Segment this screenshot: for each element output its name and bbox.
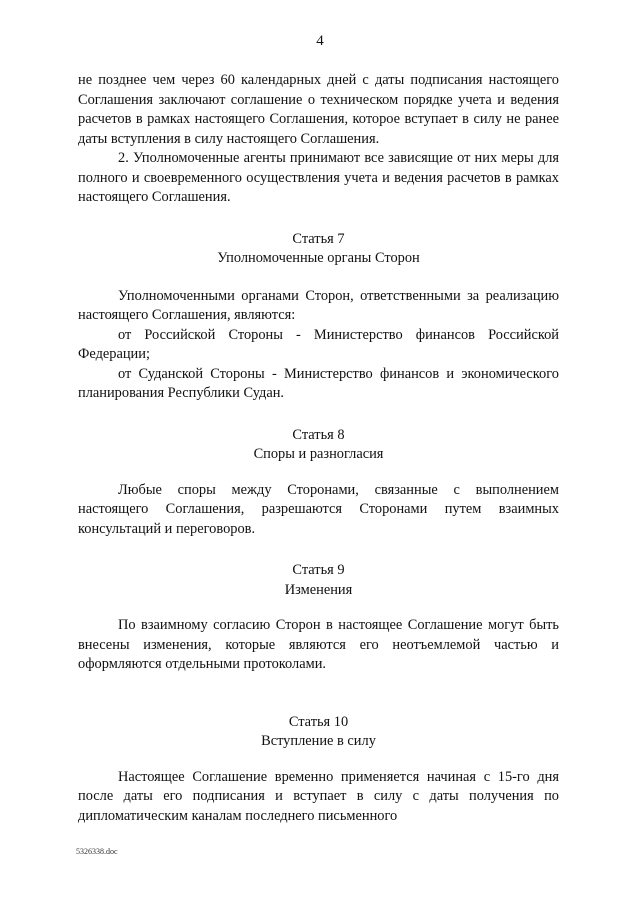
document-body — [78, 71, 559, 826]
intro-paragraph: не позднее чем через 60 календарных дней с даты подписания настоящего Соглашения заключают соглашение о техническом порядке учета и ведения расчетов в рамках настоящего Соглашения, которое вступает в силу не ранее даты вступления в силу настоящего Соглашения. — [78, 72, 559, 147]
article-7-paragraph: от Суданской Стороны - Министерство финансов и экономического планирования Республики Судан. — [78, 365, 559, 401]
article-9-title: Изменения — [284, 581, 353, 598]
article-10-number: Статья 10 — [288, 713, 349, 730]
article-8-title: Споры и разногласия — [253, 446, 384, 462]
article-8 — [78, 426, 559, 540]
article-10 — [78, 713, 559, 827]
article-7-number: Статья 7 — [292, 230, 345, 247]
article-9-number: Статья 9 — [292, 562, 345, 578]
page-number: 4 — [316, 33, 324, 49]
article-9 — [78, 561, 559, 675]
file-identifier: 5326338.doc — [76, 847, 118, 856]
article-10-title: Вступление в силу — [261, 733, 376, 749]
article-7 — [78, 230, 559, 404]
article-10-paragraph: Настоящее Соглашение временно применяется начиная с 15-го дня после даты его подписания и вступает в силу с даты получения по дипломатическим каналам последнего письменного — [78, 768, 559, 824]
point-2-paragraph: 2. Уполномоченные агенты принимают все зависящие от них меры для полного и своевременного осуществления учета и ведения расчетов в рамках настоящего Соглашения. — [78, 150, 559, 205]
article-7-paragraph: Уполномоченными органами Сторон, ответственными за реализацию настоящего Соглашения, являются: — [78, 287, 559, 323]
article-7-paragraph: от Российской Стороны - Министерство финансов Российской Федерации; — [78, 326, 559, 362]
article-8-number: Статья 8 — [292, 426, 345, 443]
article-7-title: Уполномоченные органы Сторон — [217, 250, 420, 266]
article-8-paragraph: Любые споры между Сторонами, связанные с выполнением настоящего Соглашения, разрешаются Сторонами путем взаимных консультаций и переговоров. — [78, 481, 559, 537]
article-9-paragraph: По взаимному согласию Сторон в настоящее Соглашение могут быть внесены изменения, которые являются его неотъемлемой частью и оформляются отдельными протоколами. — [78, 617, 559, 672]
